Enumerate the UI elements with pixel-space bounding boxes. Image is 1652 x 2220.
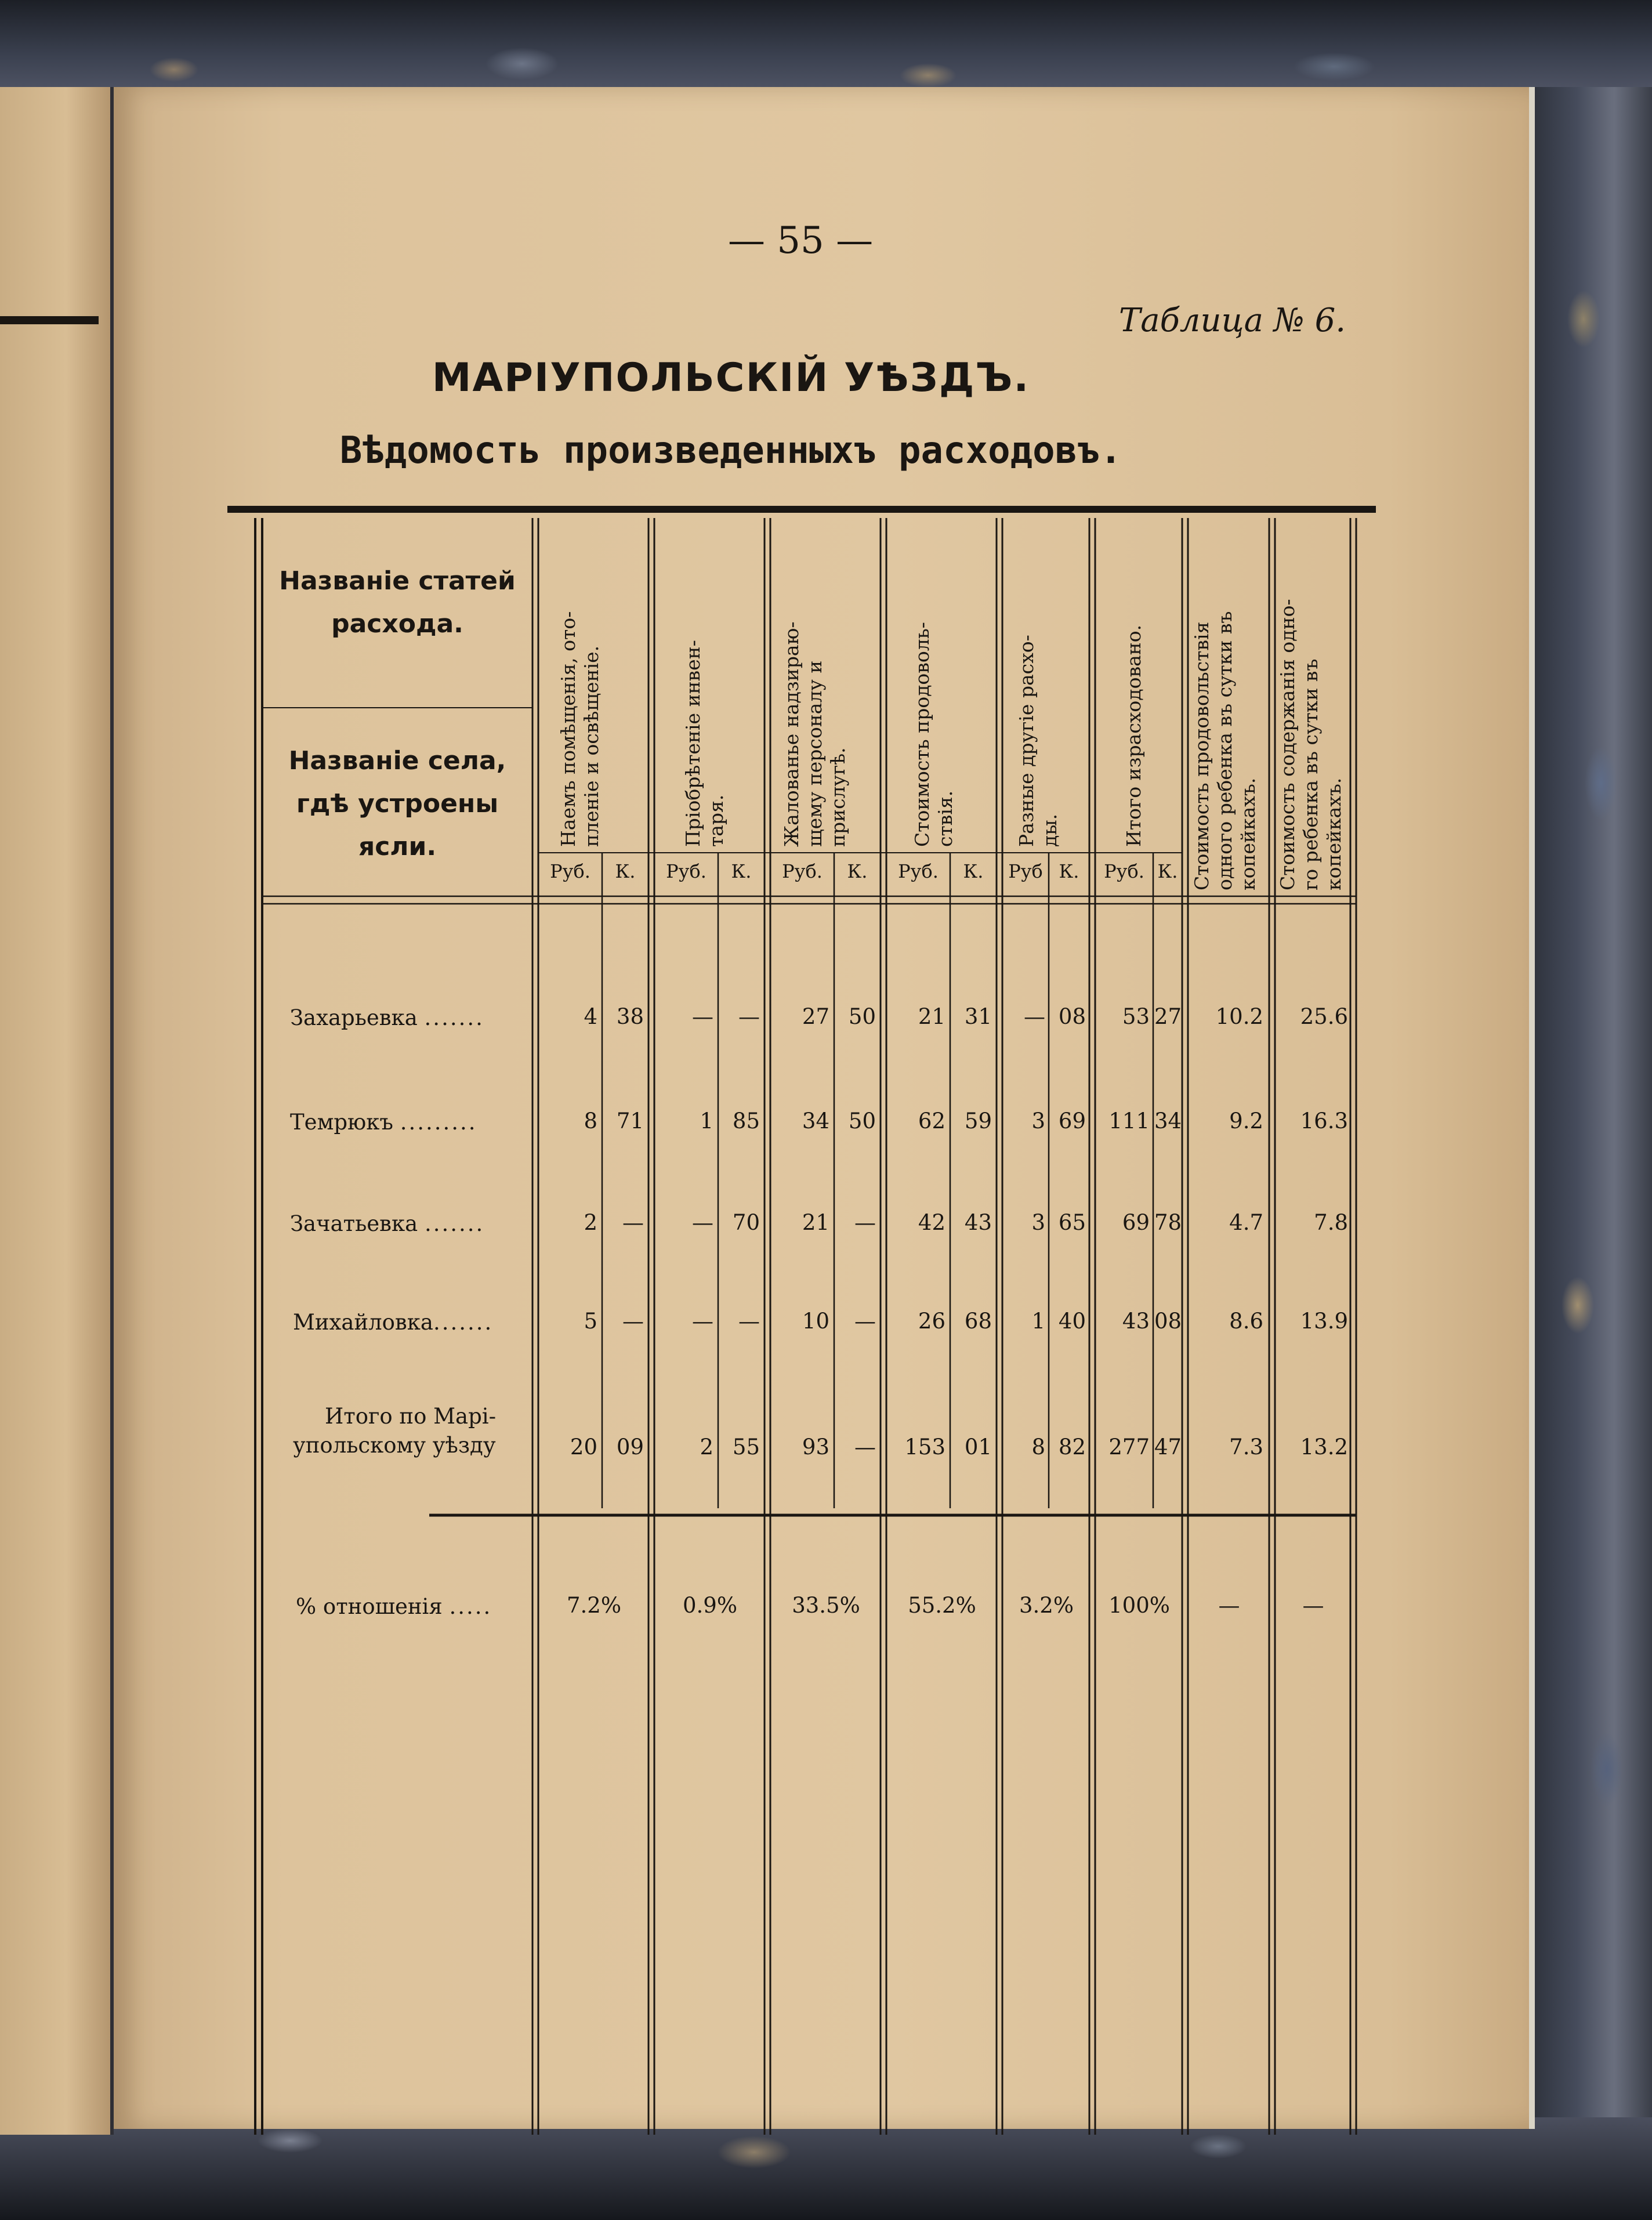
- unit-label: Руб.: [550, 860, 590, 882]
- total-cell: 93: [802, 1435, 829, 1460]
- total-cell: 20: [570, 1435, 597, 1460]
- table-cell: 4: [584, 1004, 597, 1029]
- table-cell: 50: [848, 1004, 876, 1029]
- table-cell: 27: [802, 1004, 829, 1029]
- percent-cell: 55.2%: [908, 1593, 976, 1618]
- table-cell: —: [854, 1210, 876, 1235]
- table-cell: 50: [848, 1109, 876, 1133]
- table-cell: —: [854, 1309, 876, 1334]
- table-cell: —: [738, 1004, 760, 1029]
- table-cell: 65: [1058, 1210, 1086, 1235]
- table-cell: 7.8: [1314, 1210, 1348, 1235]
- total-cell: 47: [1154, 1435, 1182, 1460]
- unit-label: К.: [731, 860, 752, 882]
- percent-cell: —: [1302, 1593, 1324, 1618]
- percent-cell: 100%: [1108, 1593, 1170, 1618]
- unit-label: Руб: [1008, 860, 1043, 882]
- unit-label: Руб.: [1104, 860, 1144, 882]
- col-header-food-per-child: Стоимость продовольствія одного ребенка въ сутки въ копейкахъ.: [1190, 611, 1259, 890]
- table-cell: 70: [732, 1210, 760, 1235]
- table-cell: 16.3: [1300, 1109, 1348, 1133]
- table-cell: 3: [1031, 1210, 1045, 1235]
- table-cell: 27: [1154, 1004, 1182, 1029]
- table-row-name: Зачатьевка .......: [290, 1211, 485, 1236]
- table-cell: 68: [964, 1309, 992, 1334]
- table-cell: 71: [616, 1109, 644, 1133]
- table-row-name: Михайловка.......: [293, 1310, 494, 1335]
- total-cell: 7.3: [1229, 1435, 1263, 1460]
- unit-label: К.: [847, 860, 868, 882]
- col-header-other: Разные другіе расхо- ды.: [1015, 635, 1061, 847]
- table-cell: 34: [1154, 1109, 1182, 1133]
- table-cell: 8: [584, 1109, 597, 1133]
- table-cell: 08: [1058, 1004, 1086, 1029]
- articles-header: Названіе статей расхода.: [279, 566, 516, 639]
- table-cell: 26: [918, 1309, 945, 1334]
- table-cell: 59: [964, 1109, 992, 1133]
- table-cell: 25.6: [1300, 1004, 1348, 1029]
- percent-cell: 3.2%: [1019, 1593, 1074, 1618]
- table-cell: 1: [700, 1109, 713, 1133]
- table-cell: 111: [1108, 1109, 1150, 1133]
- table-cell: 78: [1154, 1210, 1182, 1235]
- table-cell: 08: [1154, 1309, 1182, 1334]
- col-header-food: Стоимость продоволь- ствія.: [911, 622, 957, 847]
- unit-label: К.: [615, 860, 636, 882]
- table-cell: —: [692, 1309, 713, 1334]
- table-cell: 2: [584, 1210, 597, 1235]
- page-number: — 55 —: [727, 219, 874, 262]
- table-cell: 53: [1122, 1004, 1150, 1029]
- table-cell: 10.2: [1215, 1004, 1263, 1029]
- table-cell: —: [622, 1210, 644, 1235]
- col-header-rent: Наемъ помѣщенія, ото- пленіе и освѣщеніе.: [557, 611, 603, 847]
- table-cell: 8.6: [1229, 1309, 1263, 1334]
- page-title: МАРІУПОЛЬСКІЙ УѢЗДЪ.: [432, 355, 1030, 401]
- table-cell: 13.9: [1300, 1309, 1348, 1334]
- percent-row-name: % отношенія .....: [296, 1594, 492, 1619]
- table-cell: 5: [584, 1309, 597, 1334]
- unit-label: Руб.: [898, 860, 939, 882]
- total-cell: 55: [732, 1435, 760, 1460]
- unit-label: Руб.: [782, 860, 823, 882]
- unit-label: К.: [1059, 860, 1079, 882]
- unit-label: Руб.: [666, 860, 707, 882]
- percent-cell: 0.9%: [683, 1593, 737, 1618]
- page-subtitle: Вѣдомость произведенныхъ расходовъ.: [339, 429, 1122, 472]
- table-cell: 43: [1122, 1309, 1150, 1334]
- table-cell: 10: [802, 1309, 829, 1334]
- table-cell: 4.7: [1229, 1210, 1263, 1235]
- table-cell: 21: [918, 1004, 945, 1029]
- total-cell: —: [854, 1435, 876, 1460]
- table-row-name: Захарьевка .......: [290, 1005, 484, 1030]
- table-cell: 85: [732, 1109, 760, 1133]
- total-cell: 277: [1108, 1435, 1150, 1460]
- table-cell: 43: [964, 1210, 992, 1235]
- total-row-name-line1: Итого по Марі-: [325, 1404, 497, 1429]
- unit-label: К.: [1157, 860, 1178, 882]
- percent-cell: 7.2%: [567, 1593, 621, 1618]
- col-header-salary: Жалованье надзираю- щему персоналу и прислугѣ.: [780, 621, 849, 847]
- table-cell: —: [1024, 1004, 1045, 1029]
- table-cell: —: [738, 1309, 760, 1334]
- percent-cell: 33.5%: [792, 1593, 860, 1618]
- table-row-name: Темрюкъ .........: [290, 1110, 477, 1135]
- table-cell: 9.2: [1229, 1109, 1263, 1133]
- table-cell: 38: [616, 1004, 644, 1029]
- total-cell: 8: [1031, 1435, 1045, 1460]
- table-cell: 69: [1122, 1210, 1150, 1235]
- table-cell: 40: [1058, 1309, 1086, 1334]
- table-cell: —: [692, 1004, 713, 1029]
- table-cell: 34: [802, 1109, 829, 1133]
- unit-label: К.: [963, 860, 984, 882]
- col-header-inventory: Пріобрѣтеніе инвен- таря.: [682, 640, 727, 847]
- total-cell: 09: [616, 1435, 644, 1460]
- village-header: Названіе села, гдѣ устроены ясли.: [288, 746, 506, 861]
- table-cell: 3: [1031, 1109, 1045, 1133]
- table-cell: 42: [918, 1210, 945, 1235]
- table-cell: —: [622, 1309, 644, 1334]
- percent-cell: —: [1218, 1593, 1240, 1618]
- total-row-name-line2: упольскому уѣзду: [293, 1433, 496, 1458]
- col-header-total: Итого израсходовано.: [1122, 624, 1145, 847]
- col-header-upkeep-per-child: Стоимость содержанія одно- го ребенка въ сутки въ копейкахъ.: [1276, 599, 1345, 890]
- table-cell: 62: [918, 1109, 945, 1133]
- table-label: Таблица № 6.: [1118, 302, 1346, 339]
- total-cell: 01: [964, 1435, 992, 1460]
- table-cell: 21: [802, 1210, 829, 1235]
- total-cell: 153: [904, 1435, 945, 1460]
- total-cell: 13.2: [1300, 1435, 1348, 1460]
- table-cell: 1: [1031, 1309, 1045, 1334]
- total-cell: 2: [700, 1435, 713, 1460]
- total-cell: 82: [1058, 1435, 1086, 1460]
- table-cell: 31: [964, 1004, 992, 1029]
- table-cell: 69: [1058, 1109, 1086, 1133]
- table-cell: —: [692, 1210, 713, 1235]
